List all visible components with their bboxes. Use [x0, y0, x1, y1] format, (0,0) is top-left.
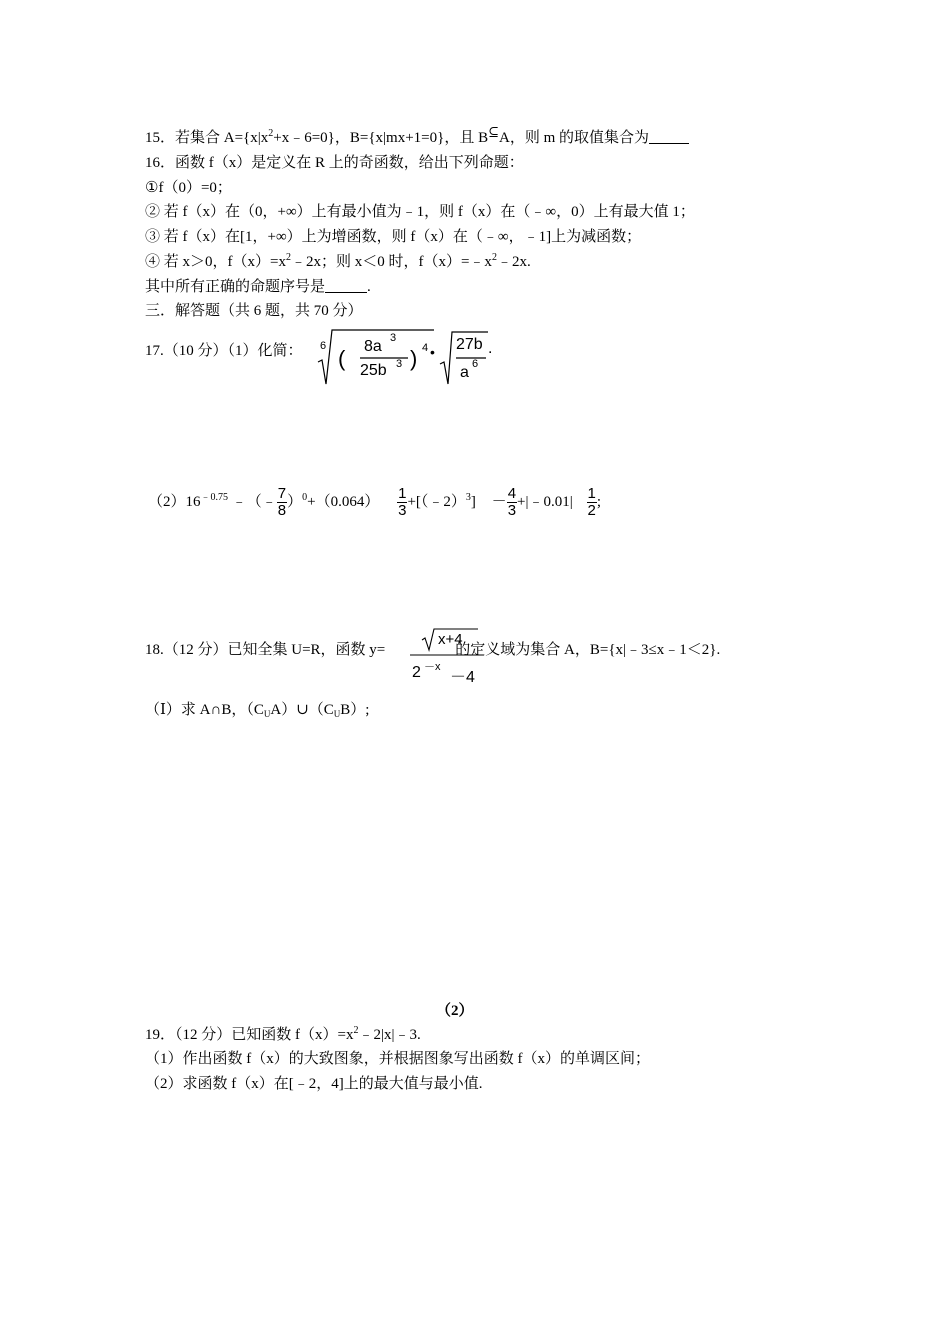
frac2-den-exponent: 6 — [472, 358, 479, 370]
q17-part1-expression — [316, 326, 496, 388]
frac-num: 4 — [507, 485, 517, 502]
q18-part1 — [145, 700, 369, 720]
q18-stem-b: 的定义域为集合 A，B={x|﹣3≤x﹣1＜2}. — [455, 642, 721, 658]
q15-prefix: 15．若集合 A={x|x — [145, 130, 269, 146]
root-index: 6 — [320, 340, 327, 352]
frac-den: 3 — [398, 502, 407, 519]
fraction-1-2 — [587, 486, 597, 519]
q19-stem — [145, 1025, 421, 1045]
section-heading: 三．解答题（共 6 题，共 70 分） — [145, 303, 363, 319]
q16-ask — [145, 277, 371, 297]
den-rest: －4 — [450, 669, 475, 686]
fraction-7-8 — [277, 486, 287, 519]
q15-suffix: A，则 m 的取值集合为 — [498, 130, 649, 146]
question-15 — [145, 124, 689, 148]
q18-part1-a: （Ⅰ）求 A∩B，（C — [145, 702, 264, 718]
frac2-denominator: a — [460, 364, 469, 381]
p2-term3: +（0.064） — [307, 493, 380, 510]
page-number-label: （2） — [436, 1003, 474, 1019]
frac-den: 8 — [277, 502, 287, 519]
fraction-4-3 — [507, 486, 517, 519]
right-paren: ) — [410, 346, 418, 371]
q15-exponent: 2 — [268, 128, 274, 139]
q16-proposition-3: ③ 若 f（x）在[1，+∞）上为增函数，则 f（x）在（﹣∞，﹣1]上为减函数； — [145, 229, 642, 245]
q16-proposition-4 — [145, 252, 531, 272]
p2-term5: ] — [470, 493, 476, 510]
q19-stem-b: ﹣2|x|﹣3. — [358, 1027, 421, 1043]
q16-answer-blank — [325, 278, 367, 293]
q16-p4-exp: 2 — [285, 252, 291, 263]
p2-term4: +[（﹣2） — [407, 493, 466, 510]
p2-term1: ﹣（﹣ — [231, 493, 277, 510]
frac1-denominator: 25b — [360, 362, 387, 379]
frac-num: 1 — [398, 485, 407, 502]
exp-neg-075: ﹣0.75 — [200, 491, 229, 503]
q16-proposition-2: ② 若 f（x）在（0，+∞）上有最小值为﹣1，则 f（x）在（﹣∞，0）上有最大值 1； — [145, 204, 695, 220]
p2-term7: ; — [596, 493, 602, 510]
q18-part1-c: B）; — [340, 702, 370, 718]
q18-stem-a: 18.（12 分）已知全集 U=R，函数 y= — [145, 642, 386, 658]
p2-term6: +|﹣0.01| — [517, 493, 573, 510]
q17-part2-label: （2）16 — [148, 493, 201, 510]
q17-part2-expression — [148, 486, 601, 519]
q16-p4-exp2: 2 — [491, 252, 497, 263]
q16-ask-end: . — [367, 279, 371, 295]
expression-end: . — [488, 340, 493, 357]
sub-u: U — [333, 709, 341, 719]
den-base: 2 — [412, 664, 421, 681]
q19-part1: （1）作出函数 f（x）的大致图象，并根据图象写出函数 f（x）的单调区间； — [145, 1051, 650, 1067]
frac1-numerator: 8a — [364, 338, 382, 355]
outer-exponent: 4 — [422, 342, 429, 354]
p2-neg-sign: － — [491, 493, 507, 510]
q16-p4-part-b: ﹣2x；则 x＜0 时，f（x）=﹣x — [290, 254, 492, 270]
den-exponent: －x — [424, 661, 441, 673]
q17-part1-label: 17.（10 分）（1）化简： — [145, 343, 303, 359]
frac1-num-exponent: 3 — [390, 332, 397, 344]
q19-stem-a: 19．（12 分）已知函数 f（x）=x — [145, 1027, 354, 1043]
q15-answer-blank — [649, 129, 689, 144]
q19-exponent: 2 — [353, 1025, 359, 1036]
subset-symbol: ⊆ — [488, 124, 499, 139]
q16-ask-text: 其中所有正确的命题序号是 — [145, 279, 326, 295]
frac-den: 2 — [587, 502, 596, 519]
multiply-dot: • — [430, 344, 435, 360]
sub-u: U — [263, 709, 271, 719]
exp-three: 3 — [465, 491, 471, 503]
q16-p4-part-c: ﹣2x. — [496, 254, 531, 270]
frac2-numerator: 27b — [456, 336, 483, 353]
frac-den: 3 — [507, 502, 517, 519]
frac-num: 1 — [587, 485, 596, 502]
q19-part2: （2）求函数 f（x）在[﹣2，4]上的最大值与最小值. — [145, 1076, 483, 1092]
q18-part1-b: A）∪（C — [270, 702, 334, 718]
frac1-den-exponent: 3 — [396, 358, 403, 370]
q18-fraction — [408, 626, 488, 686]
sqrt-content: x+4 — [438, 631, 463, 648]
fraction-1-3 — [397, 486, 407, 519]
exp-zero: 0 — [302, 491, 308, 503]
left-paren: ( — [338, 346, 346, 371]
q16-proposition-1: ①f（0）=0； — [145, 180, 232, 196]
frac-num: 7 — [277, 485, 287, 502]
p2-term2: ） — [287, 493, 303, 510]
q16-stem: 16．函数 f（x）是定义在 R 上的奇函数，给出下列命题： — [145, 155, 524, 171]
q16-p4-part-a: ④ 若 x＞0，f（x）=x — [145, 254, 286, 270]
q15-mid: +x﹣6=0}，B={x|mx+1=0}，且 B — [273, 130, 489, 146]
